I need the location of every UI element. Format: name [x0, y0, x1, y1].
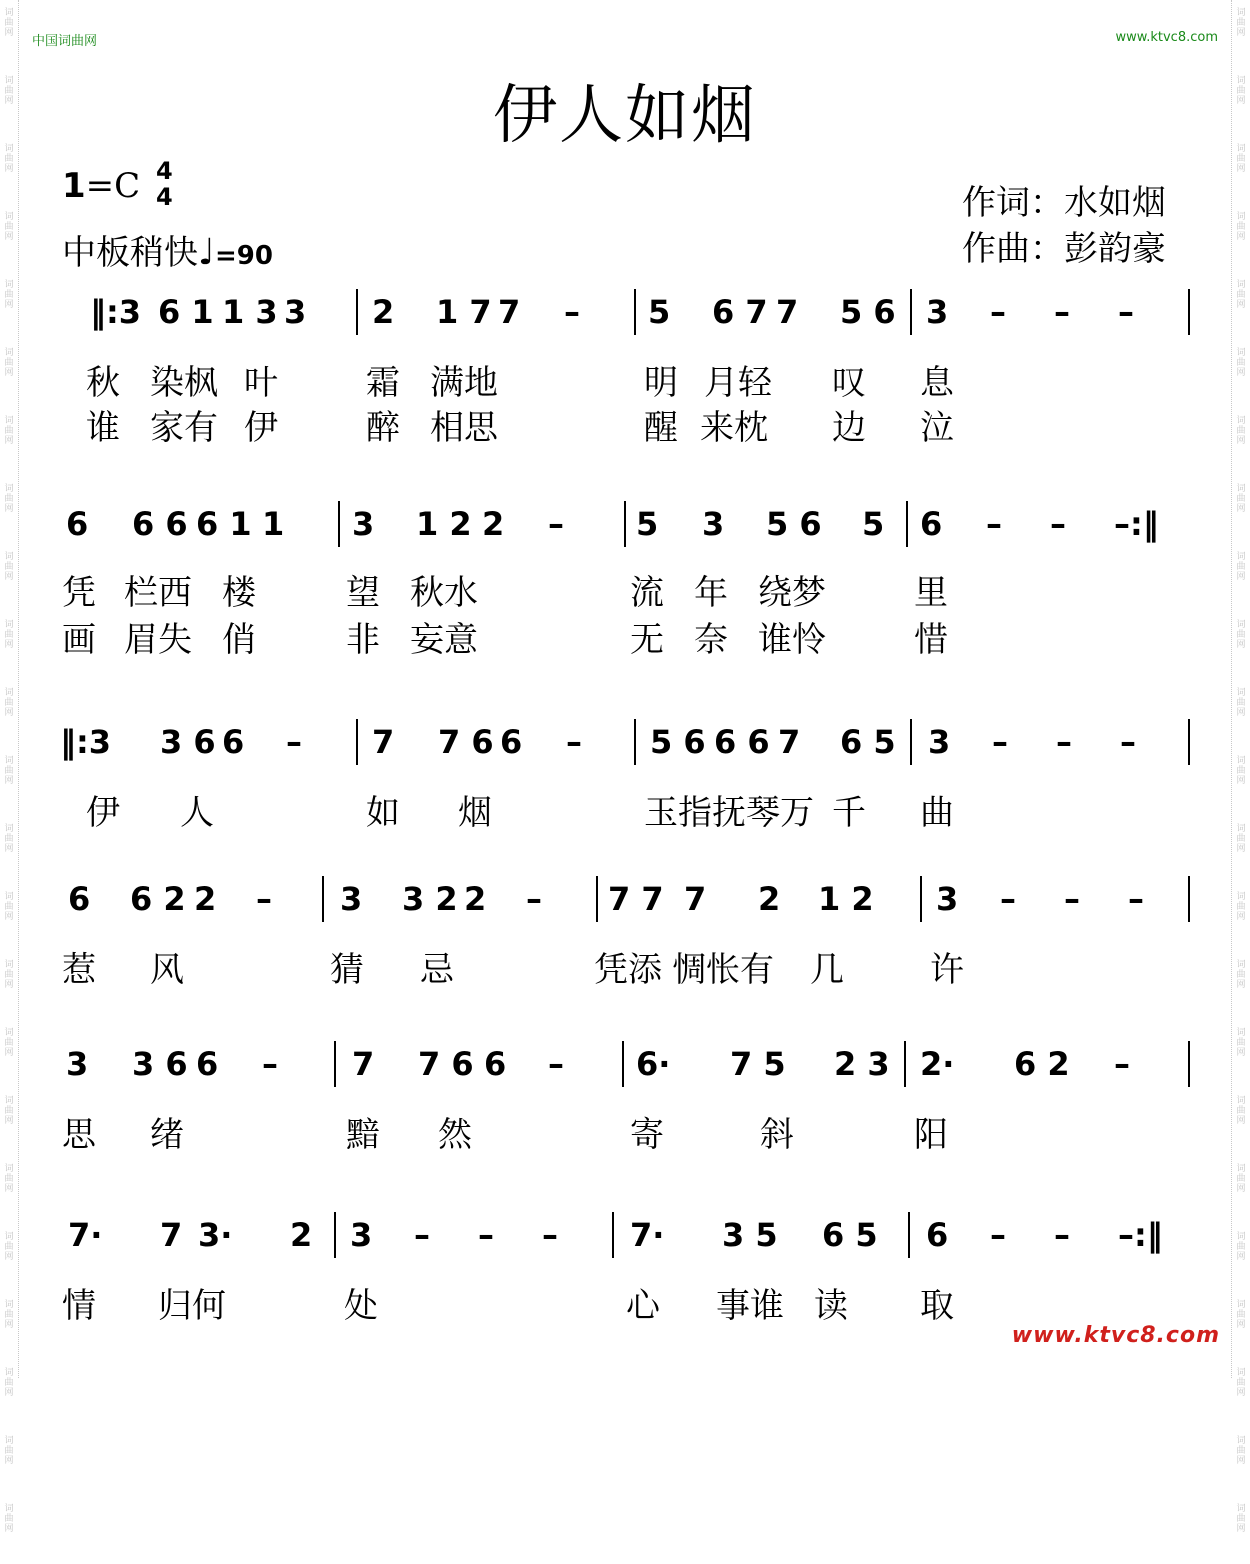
tempo-text: 中板稍快 [62, 233, 198, 273]
side-watermark-glyphs: 词 曲 网 [4, 484, 14, 514]
note-5-14: –:‖ [1118, 1216, 1163, 1254]
left-watermark-strip [0, 0, 19, 1534]
lyric-2-0-4: 玉指抚琴万 [644, 793, 814, 833]
note-3-11: 1 2 [818, 880, 874, 918]
lyric-3-0-7: 许 [930, 950, 964, 990]
note-4-4: 7 [352, 1045, 375, 1083]
barline-3-1 [596, 876, 598, 922]
note-5-2: 3· [198, 1216, 233, 1254]
lyric-0-0-0: 秋 [86, 363, 120, 403]
note-3-3: – [256, 880, 272, 918]
lyric-0-1-4: 相思 [430, 408, 498, 448]
barline-2-2 [910, 719, 912, 765]
barline-1-2 [906, 501, 908, 547]
key-name: C [114, 166, 141, 206]
lyric-3-0-1: 风 [150, 950, 184, 990]
note-3-2: 2 [194, 880, 217, 918]
side-watermark-glyphs: 词 曲 网 [1236, 552, 1246, 582]
side-watermark-glyphs: 词 曲 网 [4, 960, 14, 990]
barline-5-0 [334, 1212, 336, 1258]
lyric-1-0-3: 望 [346, 573, 380, 613]
lyric-4-0-4: 寄 [630, 1115, 664, 1155]
note-0-1: 6 1 [158, 293, 214, 331]
note-3-0: 6 [68, 880, 91, 918]
note-0-13: – [990, 293, 1006, 331]
note-0-3: 3 [284, 293, 307, 331]
lyric-5-0-4: 事谁 [716, 1286, 784, 1326]
lyric-4-0-2: 黯 [346, 1115, 380, 1155]
lyric-1-1-4: 妄意 [410, 620, 478, 660]
side-watermark-glyphs: 词 曲 网 [1236, 1164, 1246, 1194]
note-4-11: 2· [920, 1045, 955, 1083]
note-3-5: 3 2 [402, 880, 458, 918]
lyric-1-0-4: 秋水 [410, 573, 478, 613]
lyric-1-0-6: 年 [694, 573, 728, 613]
side-watermark-glyphs: 词 曲 网 [1236, 212, 1246, 242]
lyric-0-1-6: 来枕 [700, 408, 768, 448]
note-1-2: 6 1 [196, 505, 252, 543]
lyric-0-1-5: 醒 [644, 408, 678, 448]
side-watermark-glyphs: 词 曲 网 [4, 552, 14, 582]
lyric-1-0-0: 凭 [62, 573, 96, 613]
side-watermark-glyphs: 词 曲 网 [4, 892, 14, 922]
lyric-1-0-7: 绕梦 [758, 573, 826, 613]
note-4-13: – [1114, 1045, 1130, 1083]
lyric-5-0-3: 心 [626, 1286, 660, 1326]
side-watermark-glyphs: 词 曲 网 [1236, 1368, 1246, 1398]
lyric-5-0-2: 处 [344, 1286, 378, 1326]
note-1-7: – [548, 505, 564, 543]
note-3-8: 7 7 [608, 880, 664, 918]
side-watermark-glyphs: 词 曲 网 [4, 688, 14, 718]
barline-4-3 [1188, 1041, 1190, 1087]
barline-5-1 [612, 1212, 614, 1258]
note-3-14: – [1064, 880, 1080, 918]
lyric-0-0-7: 叹 [832, 363, 866, 403]
barline-1-0 [338, 501, 340, 547]
barline-2-0 [356, 719, 358, 765]
side-watermark-glyphs: 词 曲 网 [4, 1368, 14, 1398]
side-watermark-glyphs: 词 曲 网 [4, 1300, 14, 1330]
lyric-3-0-4: 凭添 [594, 950, 662, 990]
side-watermark-glyphs: 词 曲 网 [4, 8, 14, 38]
lyric-0-0-8: 息 [920, 363, 954, 403]
barline-0-2 [910, 289, 912, 335]
side-watermark-glyphs: 词 曲 网 [1236, 484, 1246, 514]
note-5-6: – [478, 1216, 494, 1254]
lyric-1-1-8: 惜 [914, 620, 948, 660]
right-watermark-strip [1231, 0, 1250, 1534]
side-watermark-glyphs: 词 曲 网 [1236, 1096, 1246, 1126]
note-0-9: 6 7 [712, 293, 768, 331]
side-watermark-glyphs: 词 曲 网 [1236, 824, 1246, 854]
note-2-11: 6 5 [840, 723, 896, 761]
side-watermark-glyphs: 词 曲 网 [4, 416, 14, 446]
lyric-0-1-2: 伊 [244, 408, 278, 448]
note-2-0: ‖:3 [60, 723, 112, 761]
note-1-12: 6 [920, 505, 943, 543]
note-4-6: 6 [484, 1045, 507, 1083]
side-watermark-glyphs: 词 曲 网 [1236, 76, 1246, 106]
side-watermark-glyphs: 词 曲 网 [1236, 1300, 1246, 1330]
note-2-15: – [1120, 723, 1136, 761]
note-5-7: – [542, 1216, 558, 1254]
note-4-0: 3 [66, 1045, 89, 1083]
note-2-3: – [286, 723, 302, 761]
note-1-9: 3 [702, 505, 725, 543]
lyric-4-0-3: 然 [438, 1115, 472, 1155]
barline-1-1 [624, 501, 626, 547]
barline-0-3 [1188, 289, 1190, 335]
lyric-1-1-0: 画 [62, 620, 96, 660]
side-watermark-glyphs: 词 曲 网 [1236, 892, 1246, 922]
note-3-12: 3 [936, 880, 959, 918]
note-3-13: – [1000, 880, 1016, 918]
note-1-14: – [1050, 505, 1066, 543]
lyric-2-0-2: 如 [366, 793, 400, 833]
site-name-left[interactable]: 中国词曲网 [32, 34, 98, 49]
lyric-2-0-0: 伊 [86, 793, 120, 833]
time-top: 4 [156, 157, 173, 185]
side-watermark-glyphs: 词 曲 网 [4, 212, 14, 242]
note-5-11: 6 [926, 1216, 949, 1254]
time-bottom: 4 [156, 183, 173, 211]
note-5-13: – [1054, 1216, 1070, 1254]
note-2-4: 7 [372, 723, 395, 761]
barline-2-1 [634, 719, 636, 765]
side-watermark-glyphs: 词 曲 网 [4, 1504, 14, 1534]
lyric-0-1-0: 谁 [86, 408, 120, 448]
note-4-5: 7 6 [418, 1045, 474, 1083]
note-1-10: 5 6 [766, 505, 822, 543]
side-watermark-glyphs: 词 曲 网 [1236, 1436, 1246, 1466]
side-watermark-glyphs: 词 曲 网 [4, 1232, 14, 1262]
side-watermark-glyphs: 词 曲 网 [1236, 416, 1246, 446]
note-3-6: 2 [464, 880, 487, 918]
watermark-logo[interactable]: www.ktvc8.com [1011, 1323, 1220, 1348]
note-0-12: 3 [926, 293, 949, 331]
note-3-4: 3 [340, 880, 363, 918]
note-2-12: 3 [928, 723, 951, 761]
note-0-11: 5 6 [840, 293, 896, 331]
lyric-3-0-2: 猜 [330, 950, 364, 990]
lyric-3-0-0: 惹 [62, 950, 96, 990]
barline-0-1 [634, 289, 636, 335]
lyric-4-0-5: 斜 [760, 1115, 794, 1155]
note-2-8: 5 6 [650, 723, 706, 761]
side-watermark-glyphs: 词 曲 网 [1236, 688, 1246, 718]
note-5-9: 3 5 [722, 1216, 778, 1254]
note-0-15: – [1118, 293, 1134, 331]
note-4-8: 6· [636, 1045, 671, 1083]
note-0-2: 1 3 [222, 293, 278, 331]
side-watermark-glyphs: 词 曲 网 [4, 1028, 14, 1058]
note-0-5: 1 7 [436, 293, 492, 331]
note-3-15: – [1128, 880, 1144, 918]
lyric-1-0-8: 里 [914, 573, 948, 613]
side-watermark-glyphs: 词 曲 网 [4, 348, 14, 378]
note-0-6: 7 [498, 293, 521, 331]
side-watermark-glyphs: 词 曲 网 [1236, 144, 1246, 174]
note-2-1: 3 6 [160, 723, 216, 761]
note-0-10: 7 [776, 293, 799, 331]
lyric-0-0-2: 叶 [244, 363, 278, 403]
lyric-5-0-1: 归何 [158, 1286, 226, 1326]
lyric-0-0-6: 月轻 [704, 363, 772, 403]
side-watermark-glyphs: 词 曲 网 [1236, 620, 1246, 650]
side-watermark-glyphs: 词 曲 网 [1236, 1504, 1246, 1534]
lyric-2-0-6: 曲 [920, 793, 954, 833]
note-2-7: – [566, 723, 582, 761]
note-5-10: 6 5 [822, 1216, 878, 1254]
note-4-3: – [262, 1045, 278, 1083]
note-1-4: 3 [352, 505, 375, 543]
lyric-0-1-3: 醉 [366, 408, 400, 448]
lyric-4-0-6: 阳 [914, 1115, 948, 1155]
lyric-4-0-0: 思 [62, 1115, 96, 1155]
barline-3-0 [322, 876, 324, 922]
note-1-5: 1 2 [416, 505, 472, 543]
lyric-3-0-3: 忌 [420, 950, 454, 990]
lyric-1-0-2: 楼 [222, 573, 256, 613]
note-1-15: –:‖ [1114, 505, 1159, 543]
barline-4-1 [622, 1041, 624, 1087]
lyric-1-1-1: 眉失 [124, 620, 192, 660]
note-2-10: 7 [778, 723, 801, 761]
side-watermark-glyphs: 词 曲 网 [4, 76, 14, 106]
note-1-13: – [986, 505, 1002, 543]
note-5-5: – [414, 1216, 430, 1254]
side-watermark-glyphs: 词 曲 网 [4, 1164, 14, 1194]
note-1-6: 2 [482, 505, 505, 543]
note-5-4: 3 [350, 1216, 373, 1254]
lyric-1-1-2: 俏 [222, 620, 256, 660]
time-signature [156, 158, 173, 210]
lyric-1-1-3: 非 [346, 620, 380, 660]
lyric-2-0-3: 烟 [458, 793, 492, 833]
lyric-2-0-5: 千 [832, 793, 866, 833]
lyric-0-0-4: 满地 [430, 363, 498, 403]
note-5-12: – [990, 1216, 1006, 1254]
side-watermark-glyphs: 词 曲 网 [4, 756, 14, 786]
lyric-0-0-5: 明 [644, 363, 678, 403]
lyric-1-0-5: 流 [630, 573, 664, 613]
note-2-6: 6 [500, 723, 523, 761]
side-watermark-glyphs: 词 曲 网 [1236, 1232, 1246, 1262]
lyric-0-1-8: 泣 [920, 408, 954, 448]
note-2-13: – [992, 723, 1008, 761]
note-3-9: 7 [684, 880, 707, 918]
lyric-3-0-5: 惆怅有 [672, 950, 774, 990]
note-0-8: 5 [648, 293, 671, 331]
barline-2-3 [1188, 719, 1190, 765]
side-watermark-glyphs: 词 曲 网 [1236, 1028, 1246, 1058]
lyric-3-0-6: 几 [810, 950, 844, 990]
note-4-9: 7 5 [730, 1045, 786, 1083]
note-5-8: 7· [630, 1216, 665, 1254]
lyricist: 作词：水如烟 [962, 183, 1166, 223]
note-2-2: 6 [222, 723, 245, 761]
note-3-7: – [526, 880, 542, 918]
side-watermark-glyphs: 词 曲 网 [1236, 960, 1246, 990]
note-0-14: – [1054, 293, 1070, 331]
note-4-2: 6 [196, 1045, 219, 1083]
lyric-5-0-6: 取 [920, 1286, 954, 1326]
note-0-0: ‖:3 [90, 293, 142, 331]
lyric-0-1-1: 家有 [150, 408, 218, 448]
song-title: 伊人如烟 [493, 79, 757, 153]
tempo-bpm: =90 [214, 241, 273, 271]
barline-4-2 [904, 1041, 906, 1087]
side-watermark-glyphs: 词 曲 网 [4, 620, 14, 650]
note-1-1: 6 6 [132, 505, 188, 543]
side-watermark-glyphs: 词 曲 网 [1236, 8, 1246, 38]
barline-3-2 [920, 876, 922, 922]
lyric-1-1-6: 奈 [694, 620, 728, 660]
side-watermark-glyphs: 词 曲 网 [4, 1096, 14, 1126]
note-3-10: 2 [758, 880, 781, 918]
note-4-12: 6 2 [1014, 1045, 1070, 1083]
side-watermark-glyphs: 词 曲 网 [1236, 280, 1246, 310]
lyric-1-1-7: 谁怜 [758, 620, 826, 660]
note-4-10: 2 3 [834, 1045, 890, 1083]
note-5-1: 7 [160, 1216, 183, 1254]
note-4-1: 3 6 [132, 1045, 188, 1083]
lyric-5-0-5: 读 [814, 1286, 848, 1326]
lyric-5-0-0: 情 [62, 1286, 96, 1326]
key-signature: 1=C [62, 166, 141, 206]
barline-4-0 [334, 1041, 336, 1087]
side-watermark-glyphs: 词 曲 网 [4, 1436, 14, 1466]
note-3-1: 6 2 [130, 880, 186, 918]
note-0-4: 2 [372, 293, 395, 331]
note-5-0: 7· [68, 1216, 103, 1254]
lyric-2-0-1: 人 [180, 793, 214, 833]
note-1-11: 5 [862, 505, 885, 543]
side-watermark-glyphs: 词 曲 网 [4, 280, 14, 310]
lyric-0-0-1: 染枫 [150, 363, 218, 403]
side-watermark-glyphs: 词 曲 网 [4, 144, 14, 174]
lyric-4-0-1: 绪 [150, 1115, 184, 1155]
lyric-1-1-5: 无 [630, 620, 664, 660]
note-2-14: – [1056, 723, 1072, 761]
barline-5-2 [908, 1212, 910, 1258]
side-watermark-glyphs: 词 曲 网 [1236, 348, 1246, 378]
tempo-marking [62, 225, 273, 274]
side-watermark-glyphs: 词 曲 网 [1236, 756, 1246, 786]
barline-0-0 [356, 289, 358, 335]
barline-3-3 [1188, 876, 1190, 922]
note-2-5: 7 6 [438, 723, 494, 761]
note-1-0: 6 [66, 505, 89, 543]
note-1-8: 5 [636, 505, 659, 543]
site-url-right[interactable]: www.ktvc8.com [1115, 30, 1218, 45]
composer: 作曲：彭韵豪 [962, 229, 1166, 269]
lyric-0-0-3: 霜 [366, 363, 400, 403]
note-2-9: 6 6 [714, 723, 770, 761]
lyric-0-1-7: 边 [832, 408, 866, 448]
quarter-note-icon: ♩ [198, 232, 215, 273]
note-1-3: 1 [262, 505, 285, 543]
note-5-3: 2 [290, 1216, 313, 1254]
lyric-1-0-1: 栏西 [124, 573, 192, 613]
note-0-7: – [564, 293, 580, 331]
side-watermark-glyphs: 词 曲 网 [4, 824, 14, 854]
credits [962, 180, 1166, 272]
note-4-7: – [548, 1045, 564, 1083]
